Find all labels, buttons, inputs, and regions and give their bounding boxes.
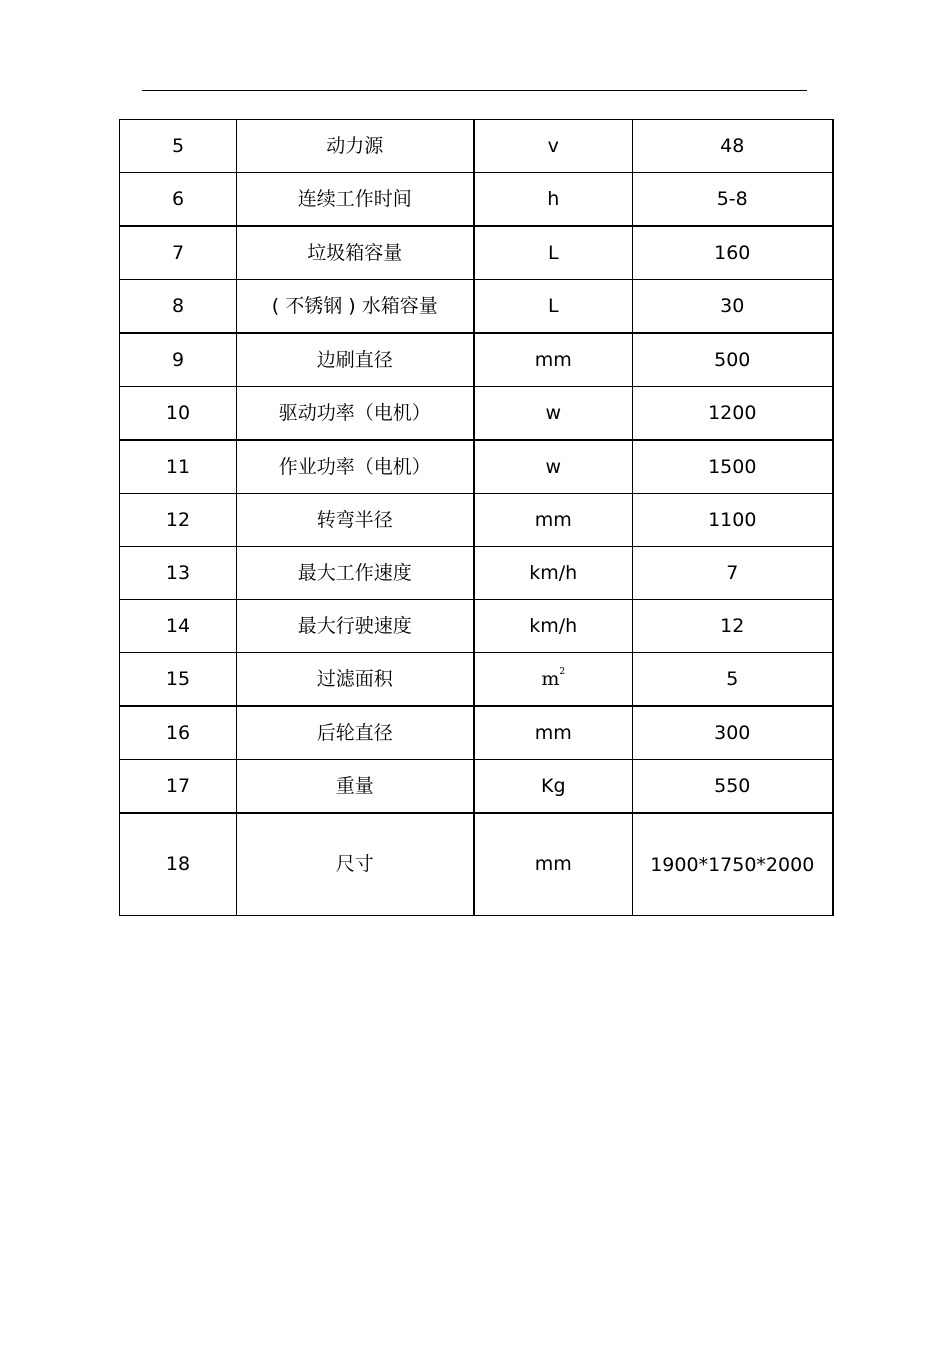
param-name: 驱动功率（电机） <box>237 387 474 441</box>
param-unit: Kg <box>474 760 633 814</box>
table-row <box>120 653 833 707</box>
spec-table <box>119 119 834 916</box>
param-unit <box>474 653 633 707</box>
param-value: 300 <box>633 706 833 760</box>
param-unit: L <box>474 280 633 334</box>
row-number: 18 <box>120 813 237 916</box>
row-number: 14 <box>120 600 237 653</box>
row-number: 13 <box>120 547 237 600</box>
row-number: 12 <box>120 494 237 547</box>
param-name: ( 不锈钢 ) 水箱容量 <box>237 280 474 334</box>
param-name: 垃圾箱容量 <box>237 226 474 280</box>
row-number: 10 <box>120 387 237 441</box>
table-row <box>120 120 833 173</box>
table-row <box>120 226 833 280</box>
row-number: 5 <box>120 120 237 173</box>
param-unit: mm <box>474 813 633 916</box>
param-value: 550 <box>633 760 833 814</box>
table-row <box>120 760 833 814</box>
table-row <box>120 600 833 653</box>
param-value: 1200 <box>633 387 833 441</box>
row-number: 15 <box>120 653 237 707</box>
table-row <box>120 333 833 387</box>
param-unit: mm <box>474 333 633 387</box>
param-value: 160 <box>633 226 833 280</box>
param-name: 转弯半径 <box>237 494 474 547</box>
table-row <box>120 494 833 547</box>
param-unit: mm <box>474 706 633 760</box>
param-value: 30 <box>633 280 833 334</box>
row-number: 16 <box>120 706 237 760</box>
param-value: 1100 <box>633 494 833 547</box>
param-name: 尺寸 <box>237 813 474 916</box>
param-name: 重量 <box>237 760 474 814</box>
param-value: 12 <box>633 600 833 653</box>
param-value: 48 <box>633 120 833 173</box>
row-number: 8 <box>120 280 237 334</box>
param-unit: w <box>474 440 633 494</box>
row-number: 9 <box>120 333 237 387</box>
param-name: 后轮直径 <box>237 706 474 760</box>
table-row <box>120 173 833 227</box>
param-value: 5 <box>633 653 833 707</box>
row-number: 17 <box>120 760 237 814</box>
param-unit: v <box>474 120 633 173</box>
param-value: 1900*1750*2000 <box>633 813 833 916</box>
table-row <box>120 280 833 334</box>
table-row <box>120 706 833 760</box>
table-row <box>120 813 833 916</box>
param-name: 过滤面积 <box>237 653 474 707</box>
param-unit: km/h <box>474 547 633 600</box>
param-unit: w <box>474 387 633 441</box>
param-unit: mm <box>474 494 633 547</box>
table-row <box>120 387 833 441</box>
table-row <box>120 440 833 494</box>
table-row <box>120 547 833 600</box>
param-name: 最大行驶速度 <box>237 600 474 653</box>
unit-base: m <box>541 667 560 690</box>
param-value: 1500 <box>633 440 833 494</box>
param-value: 7 <box>633 547 833 600</box>
param-value: 500 <box>633 333 833 387</box>
param-name: 边刷直径 <box>237 333 474 387</box>
row-number: 7 <box>120 226 237 280</box>
row-number: 11 <box>120 440 237 494</box>
param-unit: h <box>474 173 633 227</box>
param-name: 连续工作时间 <box>237 173 474 227</box>
param-name: 作业功率（电机） <box>237 440 474 494</box>
param-unit: km/h <box>474 600 633 653</box>
row-number: 6 <box>120 173 237 227</box>
param-name: 最大工作速度 <box>237 547 474 600</box>
unit-superscript: 2 <box>559 666 566 677</box>
param-name: 动力源 <box>237 120 474 173</box>
header-rule <box>142 90 807 91</box>
param-unit: L <box>474 226 633 280</box>
param-value: 5-8 <box>633 173 833 227</box>
